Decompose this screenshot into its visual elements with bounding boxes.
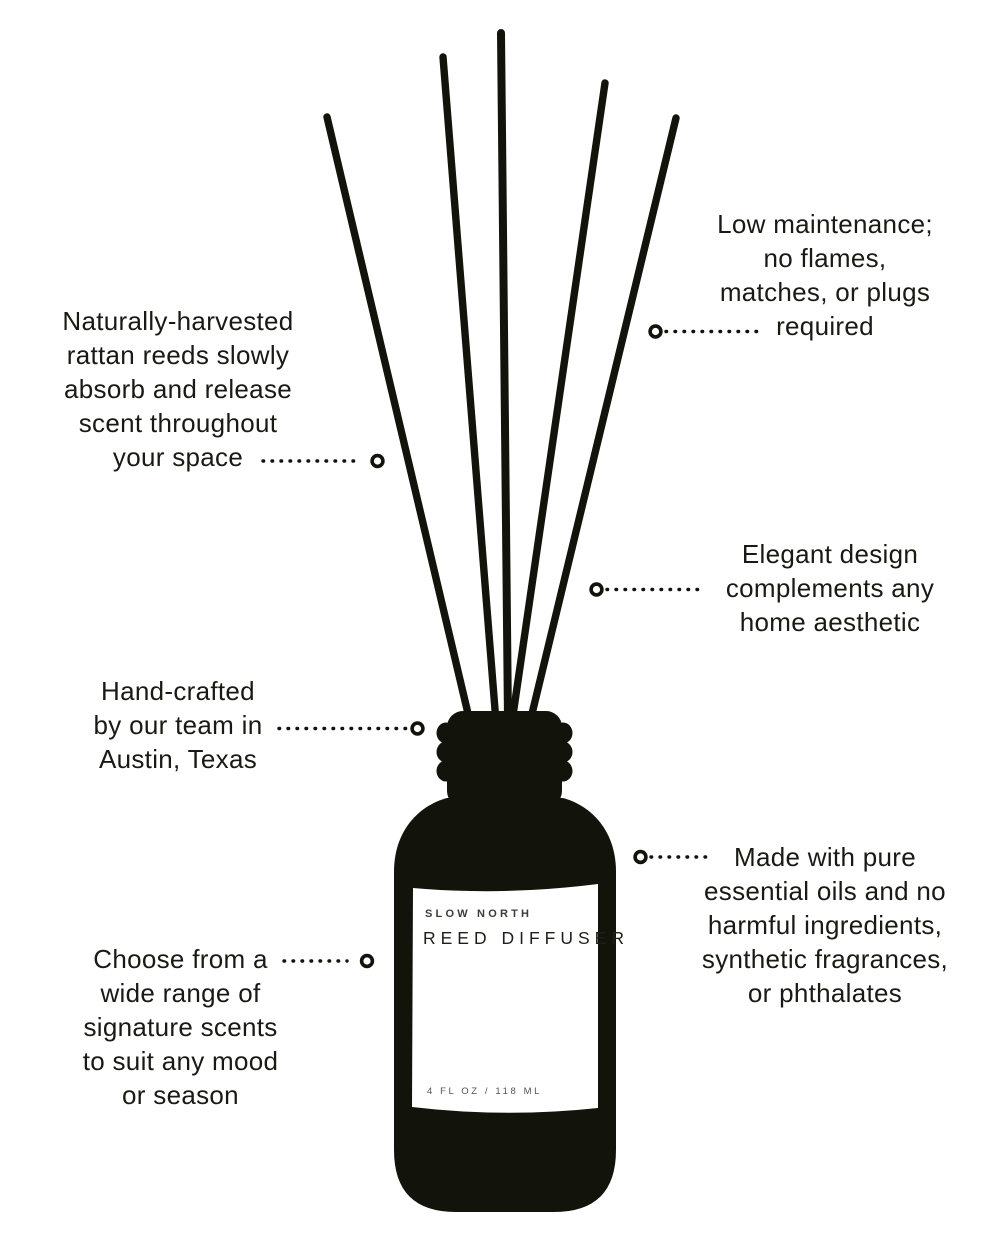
callout-line: Low maintenance; — [717, 209, 933, 239]
callout-hand-crafted — [28, 674, 328, 776]
callout-rattan-reeds — [28, 304, 328, 474]
callout-line: synthetic fragrances, — [701, 944, 949, 974]
callout-line: or phthalates — [747, 978, 903, 1008]
reed-2 — [443, 57, 496, 722]
callout-line: required — [776, 311, 874, 341]
label-brand: SLOW NORTH — [425, 908, 533, 920]
callout-line: Austin, Texas — [98, 744, 258, 774]
callout-line: absorb and release — [64, 374, 292, 404]
callout-line: essential oils and no — [704, 876, 946, 906]
reed-3 — [501, 33, 508, 722]
reed-1 — [327, 117, 470, 722]
callout-line: or season — [122, 1080, 239, 1110]
callout-low-maintenance — [675, 207, 975, 343]
leader-dot-hand-crafted — [412, 723, 423, 734]
callout-line: matches, or plugs — [719, 277, 931, 307]
callout-line: harmful ingredients, — [707, 910, 943, 940]
callout-line: no flames, — [763, 243, 887, 273]
callout-line: by our team in — [93, 710, 263, 740]
callout-line: to suit any mood — [82, 1046, 279, 1076]
label-product-name: REED DIFFUSER — [423, 928, 629, 948]
callout-elegant-design — [680, 537, 980, 639]
leader-dot-pure-ingredients — [635, 852, 646, 863]
leader-dot-signature-scents — [362, 956, 373, 967]
callout-line: rattan reeds slowly — [66, 340, 290, 370]
callout-line: Elegant design — [741, 539, 919, 569]
callout-line: Made with pure — [734, 842, 916, 872]
callout-signature-scents — [28, 942, 333, 1112]
callout-line: wide range of — [100, 978, 261, 1008]
bottle-neck — [447, 711, 562, 807]
callout-line: home aesthetic — [739, 607, 921, 637]
callout-line: scent throughout — [78, 408, 278, 438]
callout-line: Hand-crafted — [101, 676, 255, 706]
leader-dot-low-maintenance — [650, 326, 661, 337]
callout-line: your space — [112, 442, 244, 472]
callout-line: signature scents — [83, 1012, 278, 1042]
leader-dot-rattan-reeds — [372, 456, 383, 467]
reed-4 — [512, 83, 605, 722]
leader-dot-elegant-design — [591, 584, 602, 595]
label-volume: 4 FL OZ / 118 ML — [427, 1086, 542, 1097]
callout-line: complements any — [725, 573, 935, 603]
callout-pure-ingredients — [670, 840, 980, 1010]
callout-line: Naturally-harvested — [62, 306, 294, 336]
reed-sticks — [327, 33, 676, 722]
bottle-silhouette — [394, 711, 616, 1212]
reed-5 — [530, 118, 676, 722]
callout-line: Choose from a — [93, 944, 268, 974]
